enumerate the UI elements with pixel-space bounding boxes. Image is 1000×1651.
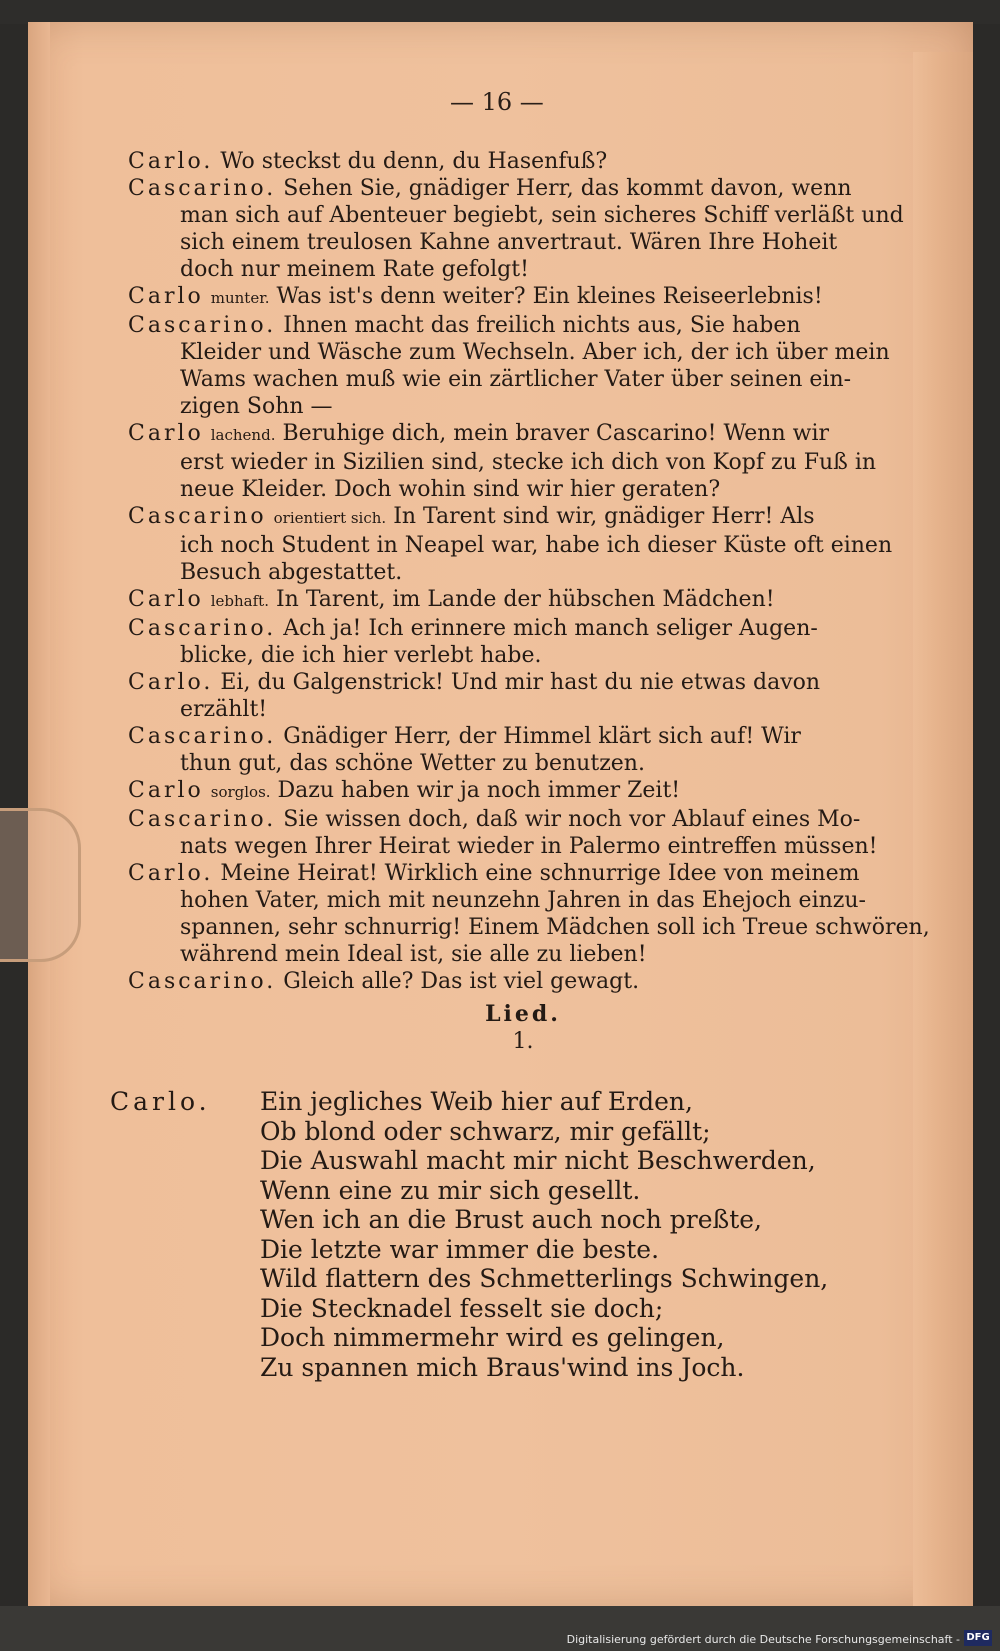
speaker-name: Cascarino. [128,616,277,641]
dialogue-line [128,723,918,750]
dialogue-line [128,312,918,339]
speaker-name: Cascarino. [128,724,277,749]
scan-background [0,0,1000,24]
dialogue-continuation-line [128,941,918,968]
dialogue-continuation-line [128,532,918,559]
stage-direction: lachend. [210,426,276,444]
verse-line: Zu spannen mich Braus'wind ins Joch. [260,1352,745,1382]
dialogue-line [128,860,918,887]
dialogue-line [128,283,918,312]
speaker-name: Carlo [128,421,204,446]
speaker-name: Cascarino. [128,176,277,201]
speaker-name: Carlo [128,778,204,803]
dialogue-text: Gleich alle? Das ist viel gewagt. [283,969,640,994]
dialogue-text: neue Kleider. Doch wohin sind wir hier geraten? [180,477,721,502]
dialogue-line [128,420,918,449]
dialogue-text: Wo steckst du denn, du Hasenfuß? [220,149,608,174]
dialogue-text: Dazu haben wir ja noch immer Zeit! [277,778,681,803]
dialogue-text: Besuch abgestattet. [180,560,403,585]
verse-line: Doch nimmermehr wird es gelingen, [260,1323,725,1352]
dialogue-text: Sie wissen doch, daß wir noch vor Ablauf eines Mo- [283,807,861,832]
dialogue-text: hohen Vater, mich mit neunzehn Jahren in das Ehejoch einzu- [180,888,866,913]
speaker-name: Carlo. [128,861,214,886]
dialogue-text: Beruhige dich, mein braver Cascarino! Wenn wir [282,421,830,446]
dialogue-continuation-line [128,366,918,393]
stage-direction: orientiert sich. [273,509,387,527]
verse-line: Ob blond oder schwarz, mir gefällt; [260,1116,711,1146]
dialogue-text: Ach ja! Ich erinnere mich manch seliger Augen- [283,616,818,641]
dialogue-continuation-line [128,476,918,503]
dialogue-continuation-line [128,339,918,366]
stage-direction: munter. [210,289,270,307]
verse-line: Wen ich an die Brust auch noch preßte, [260,1205,762,1234]
dialogue-text: thun gut, das schöne Wetter zu benutzen. [180,751,645,776]
dialogue-text: nats wegen Ihrer Heirat wieder in Palermo eintreffen müssen! [180,834,878,859]
dialogue-text: In Tarent sind wir, gnädiger Herr! Als [393,504,815,529]
dialogue-continuation-line [128,559,918,586]
dialogue-continuation-line [128,229,918,256]
dialogue-continuation-line [128,887,918,914]
speaker-name: Carlo [128,587,204,612]
dialogue-line [128,615,918,642]
song-heading: Lied. [485,1001,561,1027]
dialogue-line [128,148,918,175]
stage-direction: sorglos. [210,783,271,801]
dialogue-line [128,669,918,696]
dialogue-continuation-line [128,393,918,420]
dialogue-text: Ei, du Galgenstrick! Und mir hast du nie etwas davon [220,670,821,695]
dialogue-text: Was ist's denn weiter? Ein kleines Reiseerlebnis! [276,284,823,309]
speaker-name: Cascarino. [128,969,277,994]
dialogue-continuation-line [128,750,918,777]
dialogue-text: erst wieder in Sizilien sind, stecke ich dich von Kopf zu Fuß in [180,450,877,475]
dialogue-line [128,968,918,995]
page-clip [0,808,81,962]
dialogue-text: sich einem treulosen Kahne anvertraut. Wären Ihre Hoheit [180,230,838,255]
dfg-logo: DFG [964,1630,992,1646]
dialogue-line [128,503,918,532]
dialogue-block [128,148,930,1057]
dialogue-text: man sich auf Abenteuer begiebt, sein sicheres Schiff verläßt und [180,203,904,228]
dialogue-text: Gnädiger Herr, der Himmel klärt sich auf! Wir [283,724,801,749]
verse-line: Wild flattern des Schmetterlings Schwingen, [260,1264,829,1293]
dialogue-text: Sehen Sie, gnädiger Herr, das kommt davon, wenn [283,176,852,201]
dialogue-text: erzählt! [180,697,268,722]
speaker-name: Carlo. [128,149,214,174]
verse-line: Die Stecknadel fesselt sie doch; [260,1293,664,1323]
dialogue-text: doch nur meinem Rate gefolgt! [180,257,529,282]
verse-line: Die letzte war immer die beste. [260,1234,660,1264]
dialogue-text: ich noch Student in Neapel war, habe ich dieser Küste oft einen [180,533,893,558]
dialogue-continuation-line [128,696,918,723]
song-number: 1. [512,1029,534,1054]
dialogue-text: In Tarent, im Lande der hübschen Mädchen! [275,587,775,612]
dialogue-continuation-line [128,256,918,283]
speaker-name: Carlo [128,284,204,309]
dialogue-text: Kleider und Wäsche zum Wechseln. Aber ich, der ich über mein [180,340,890,365]
page-number: — 16 — [450,88,544,116]
dialogue-text: während mein Ideal ist, sie alle zu lieben! [180,942,647,967]
song-speaker: Carlo. [110,1087,211,1116]
dialogue-text: spannen, sehr schnurrig! Einem Mädchen soll ich Treue schwören, [180,915,930,940]
dialogue-text: zigen Sohn — [180,394,333,419]
speaker-name: Cascarino. [128,807,277,832]
verse-lines [260,1087,910,1382]
stage-direction: lebhaft. [210,592,269,610]
verse-line: Wenn eine zu mir sich gesellt. [260,1175,641,1205]
dialogue-text: Ihnen macht das freilich nichts aus, Sie haben [283,313,801,338]
page-edge [913,52,973,1612]
verse-line: Ein jegliches Weib hier auf Erden, [260,1087,693,1116]
speaker-name: Cascarino. [128,313,277,338]
dialogue-line [128,777,918,806]
speaker-name: Cascarino [128,504,267,529]
verse-line: Die Auswahl macht mir nicht Beschwerden, [260,1146,816,1175]
dialogue-continuation-line [128,449,918,476]
dialogue-text: blicke, die ich hier verlebt habe. [180,643,542,668]
dialogue-line [128,586,918,615]
speaker-name: Carlo. [128,670,214,695]
dialogue-continuation-line [128,833,918,860]
dialogue-line [128,175,918,202]
dialogue-continuation-line [128,642,918,669]
dialogue-text: Wams wachen muß wie ein zärtlicher Vater über seinen ein- [180,367,852,392]
dialogue-continuation-line [128,914,930,941]
dialogue-continuation-line [128,202,918,229]
dialogue-line [128,806,918,833]
song-verse [110,1087,910,1382]
dialogue-text: Meine Heirat! Wirklich eine schnurrige Idee von meinem [220,861,860,886]
funding-notice: Digitalisierung gefördert durch die Deutsche Forschungsgemeinschaft - [566,1633,960,1646]
